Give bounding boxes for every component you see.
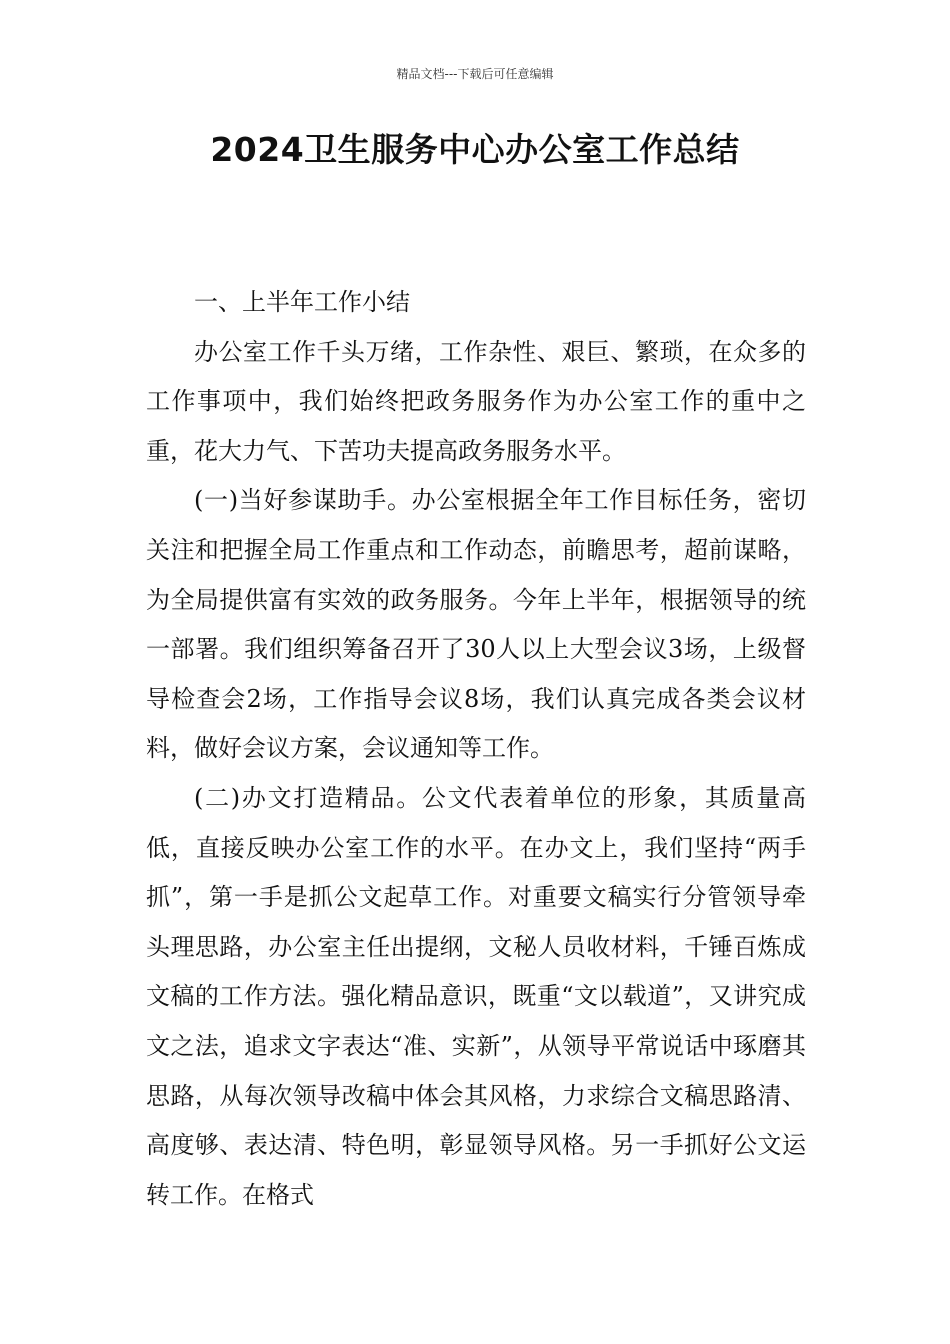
body-paragraph: (二)办文打造精品。公文代表着单位的形象，其质量高低，直接反映办公室工作的水平。在办文上，我们坚持“两手抓”，第一手是抓公文起草工作。对重要文稿实行分管领导牵头理思路，办公室主任出提纲，文秘人员收材料，千锤百炼成文稿的工作方法。强化精品意识，既重“文以载道”，又讲究成文之法，追求文字表达“准、实新”，从领导平常说话中琢磨其思路，从每次领导改稿中体会其风格，力求综合文稿思路清、高度够、表达清、特色明，彰显领导风格。另一手抓好公文运转工作。在格式 bbox=[146, 783, 806, 1209]
section-heading: 一、上半年工作小结 bbox=[194, 288, 410, 316]
document-body bbox=[146, 278, 806, 1220]
document-title: 2024卫生服务中心办公室工作总结 bbox=[210, 130, 740, 169]
header-watermark: 精品文档---下载后可任意编辑 bbox=[396, 67, 554, 81]
body-paragraph: 办公室工作千头万绪，工作杂性、艰巨、繁琐，在众多的工作事项中，我们始终把政务服务作为办公室工作的重中之重，花大力气、下苦功夫提高政务服务水平。 bbox=[146, 337, 806, 465]
body-paragraph: (一)当好参谋助手。办公室根据全年工作目标任务，密切关注和把握全局工作重点和工作动态，前瞻思考，超前谋略，为全局提供富有实效的政务服务。今年上半年，根据领导的统一部署。我们组织筹备召开了30人以上大型会议3场，上级督导检查会2场，工作指导会议8场，我们认真完成各类会议材料，做好会议方案，会议通知等工作。 bbox=[146, 486, 806, 763]
